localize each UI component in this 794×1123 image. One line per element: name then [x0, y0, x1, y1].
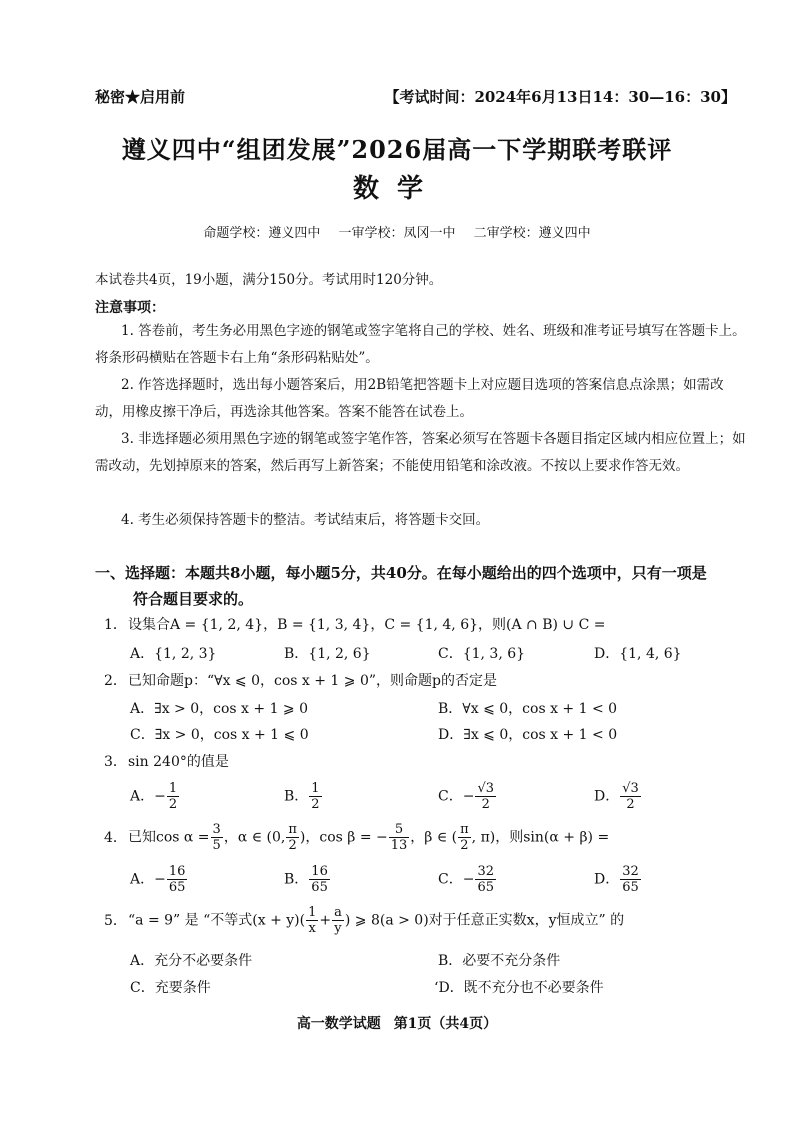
option-b: B．∀x ⩽ 0，cos x + 1 < 0: [438, 701, 618, 717]
denominator: 65: [622, 880, 639, 895]
option-label: D．: [594, 871, 620, 888]
schools-line: [0, 222, 794, 241]
option-d: D．{1, 4, 6}: [594, 646, 682, 662]
footer-exam-name: 高一数学试题: [296, 1016, 381, 1032]
option-c: [438, 781, 497, 812]
notes-title: 注意事项：: [95, 300, 165, 316]
option-fraction: [475, 781, 496, 812]
exam-time: 【考试时间：2024年6月13日14：30—16：30】: [384, 88, 736, 106]
question-stem: sin 240°的值是: [128, 754, 229, 770]
question-1: [104, 614, 606, 634]
stem-part: 已知cos α =: [128, 829, 210, 846]
option-c: [438, 864, 497, 895]
stem-fraction: [306, 905, 318, 936]
option-d: [594, 864, 642, 895]
numerator: 1: [308, 905, 317, 920]
option-a: A．∃x > 0，cos x + 1 ⩾ 0: [130, 701, 309, 717]
numerator: 32: [477, 864, 494, 879]
option-fraction: [167, 864, 188, 895]
option-fraction: [620, 864, 641, 895]
option-b: B．{1, 2, 6}: [284, 646, 371, 662]
page-footer: [0, 1013, 794, 1033]
proposer-school: 命题学校：遵义四中: [203, 226, 321, 241]
stem-part: ，α ∈ (0,: [223, 829, 286, 846]
option-b: B．必要不充分条件: [438, 953, 561, 969]
numerator: 3: [212, 822, 221, 837]
numerator: 32: [622, 864, 639, 879]
option-a: A．{1, 2, 3}: [130, 646, 217, 662]
denominator: 65: [168, 880, 186, 895]
question-3: [104, 751, 229, 771]
option-sign: −: [462, 788, 475, 805]
option-a: [130, 864, 188, 895]
second-review-school: 二审学校：遵义四中: [473, 226, 591, 241]
question-number: 3．: [104, 754, 127, 770]
stem-part: ，β ∈ (: [410, 829, 458, 846]
option-c: C．充要条件: [130, 980, 211, 996]
numerator: π: [288, 822, 297, 837]
option-a: A．充分不必要条件: [130, 953, 253, 969]
denominator: x: [308, 921, 316, 936]
denominator: 2: [288, 838, 297, 853]
question-number: 4．: [104, 829, 127, 846]
note-item: 3. 非选择题必须用黑色字迹的钢笔或签字笔作答，答案必须写在答题卡各题目指定区域内相应位置上；如需改动，先划掉原来的答案，然后再写上新答案；不能使用铅笔和涂改液。不按以上要求作答无效。: [95, 431, 746, 474]
section-heading-line2: 符合题目要求的。: [133, 590, 254, 608]
option-label: A．: [130, 871, 155, 888]
header-bar: [95, 86, 736, 110]
stem-fraction: [286, 822, 299, 853]
note-item: 1. 答卷前，考生务必用黑色字迹的钢笔或签字笔将自己的学校、姓名、班级和准考证号填写在答题卡上。将条形码横贴在答题卡右上角“条形码粘贴处”。: [95, 323, 746, 366]
question-2: [104, 670, 497, 690]
section-heading: [95, 560, 750, 612]
denominator: 65: [311, 880, 328, 895]
option-label: C．: [438, 788, 463, 805]
question-stem: 已知命题p：“∀x ⩽ 0，cos x + 1 ⩾ 0”，则命题p的否定是: [128, 673, 497, 689]
numerator: π: [460, 822, 469, 837]
option-label: B．: [284, 871, 309, 888]
option-b: [284, 864, 331, 895]
question-number: 5．: [104, 912, 127, 929]
stem-part: )，cos β = −: [299, 829, 388, 846]
option-d: D．∃x ⩽ 0，cos x + 1 < 0: [438, 727, 618, 743]
confidential-label: 秘密★启用前: [95, 88, 186, 106]
stem-fraction: [211, 822, 223, 853]
option-label: B．: [284, 788, 309, 805]
numerator: 1: [311, 781, 320, 796]
option-b: [284, 781, 323, 812]
numerator: 5: [389, 822, 410, 838]
stem-fraction: [332, 905, 344, 936]
denominator: 2: [311, 797, 320, 812]
question-5: [104, 905, 624, 936]
option-d: ‘D．既不充分也不必要条件: [434, 980, 604, 996]
denominator: 2: [168, 797, 178, 812]
note-item: 2. 作答选择题时，选出每小题答案后，用2B铅笔把答题卡上对应题目选项的答案信息点涂黑；如需改动，用橡皮擦干净后，再选涂其他答案。答案不能答在试卷上。: [95, 377, 724, 420]
option-d: [594, 781, 642, 812]
denominator: 2: [460, 838, 469, 853]
denominator: 2: [626, 797, 635, 812]
option-a: [130, 781, 180, 812]
option-label: C．: [438, 871, 463, 888]
stem-part: , π)，则sin(α + β) =: [471, 829, 610, 846]
option-sign: −: [154, 788, 166, 805]
exam-title: 遵义四中“组团发展”2026届高一下学期联考联评: [121, 135, 673, 164]
stem-part: ) ⩾ 8(a > 0)对于任意正实数x，y恒成立” 的: [344, 912, 625, 929]
numerator: √3: [477, 781, 495, 796]
option-label: D．: [594, 788, 620, 805]
subject-title: 数学: [352, 174, 441, 204]
first-review-school: 一审学校：凤冈一中: [338, 226, 456, 241]
option-sign: −: [154, 871, 166, 888]
exam-intro: 本试卷共4页，19小题，满分150分。考试用时120分钟。: [95, 272, 443, 288]
question-4: [104, 822, 609, 853]
footer-page-number: 第1页（共4页）: [393, 1016, 498, 1032]
stem-fraction: [458, 822, 471, 853]
option-c: C．{1, 3, 6}: [438, 646, 526, 662]
stem-part: +: [319, 912, 332, 929]
option-label: A．: [130, 788, 155, 805]
note-item: 4. 考生必须保持答题卡的整洁。考试结束后，将答题卡交回。: [121, 512, 490, 528]
numerator: √3: [622, 781, 639, 796]
question-number: 2．: [104, 673, 127, 689]
numerator: a: [334, 905, 342, 920]
denominator: 5: [212, 838, 221, 853]
denominator: y: [334, 921, 342, 936]
denominator: 2: [481, 797, 490, 812]
stem-fraction: [389, 822, 410, 853]
question-number: 1．: [104, 617, 127, 633]
option-sign: −: [462, 871, 475, 888]
option-c: C．∃x > 0，cos x + 1 ⩽ 0: [130, 727, 309, 743]
denominator: 65: [477, 880, 494, 895]
option-fraction: [309, 864, 330, 895]
question-stem: 设集合A = {1, 2, 4}，B = {1, 3, 4}，C = {1, 4, 6}，则(A ∩ B) ∪ C =: [128, 617, 606, 633]
option-fraction: [167, 781, 179, 812]
numerator: 16: [311, 864, 328, 879]
option-fraction: [620, 781, 641, 812]
numerator: 1: [168, 781, 178, 796]
option-fraction: [475, 864, 496, 895]
stem-part: “a = 9” 是 “不等式(x + y)(: [128, 912, 306, 929]
numerator: 16: [168, 864, 186, 879]
denominator: 13: [390, 838, 408, 853]
option-fraction: [309, 781, 321, 812]
section-heading-line1: 一、选择题：本题共8小题，每小题5分，共40分。在每小题给出的四个选项中，只有一项是: [95, 564, 707, 582]
